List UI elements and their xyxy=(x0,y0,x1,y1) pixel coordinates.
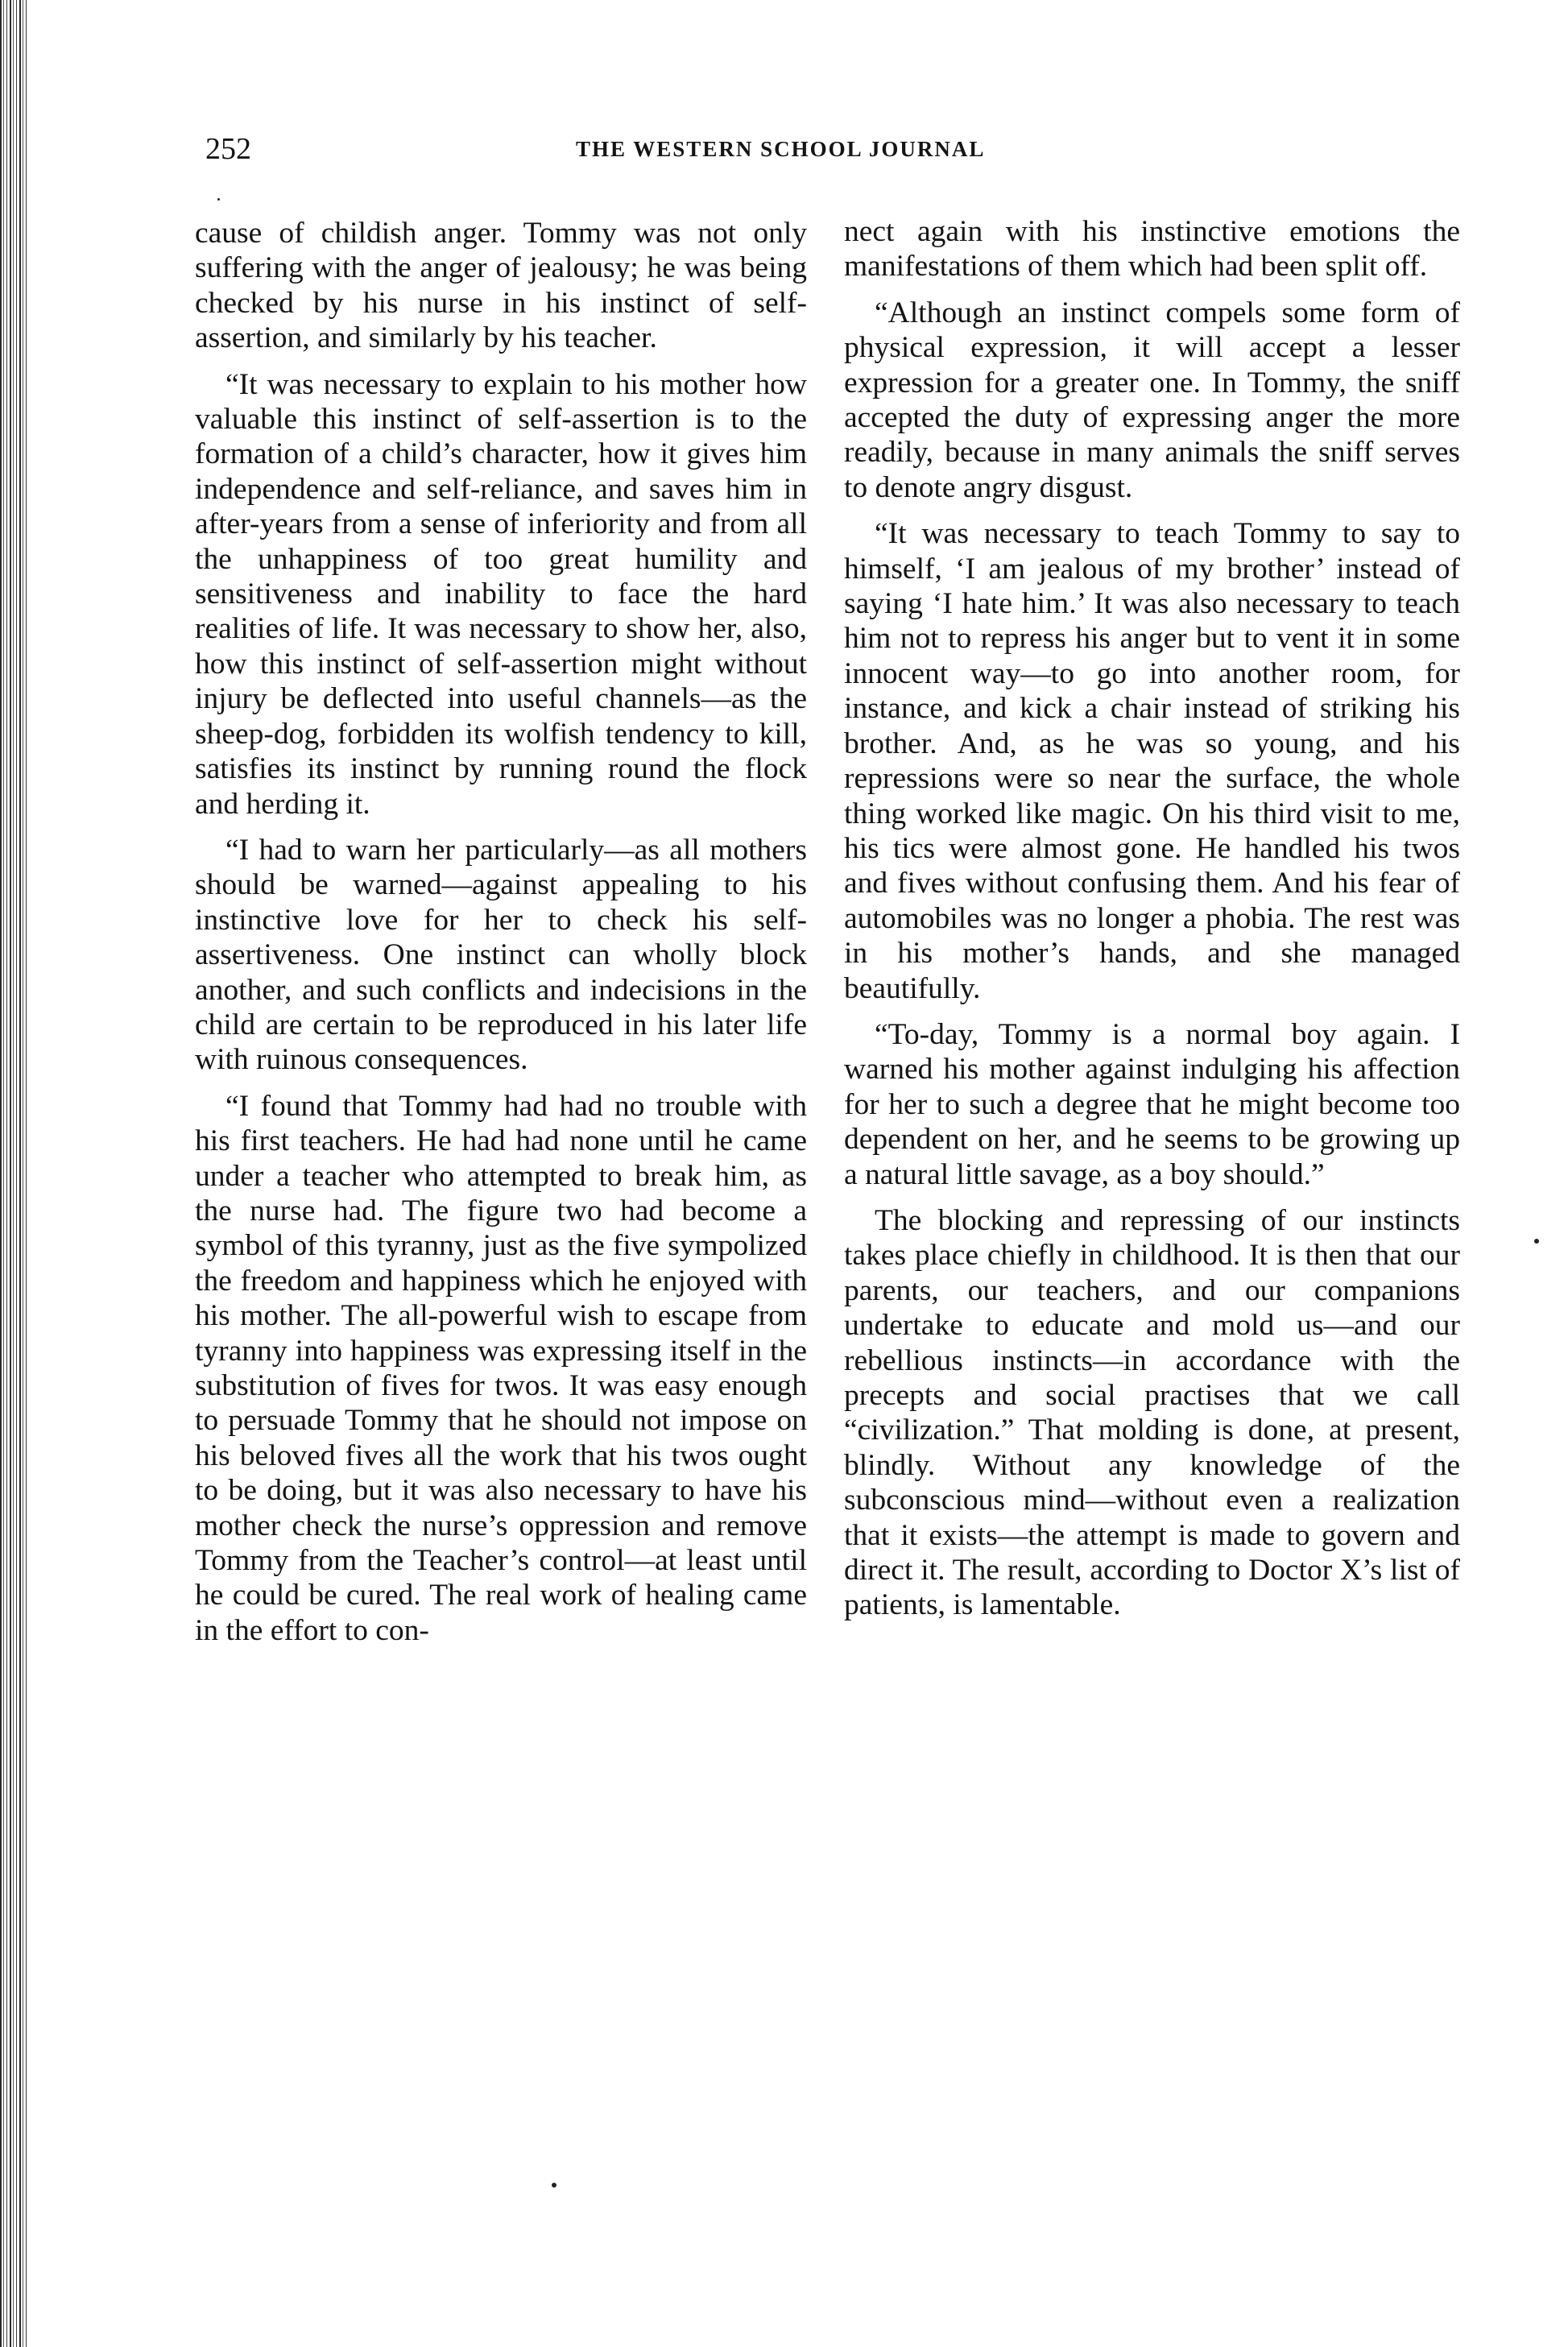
paragraph: “I found that Tommy had had no trouble with his first teachers. He had had none until he came under a teacher who attempted to break him, as the nurse had. The figure two had become a symbol of this tyranny, just as the five sympolized the freedom and happiness which he enjoyed with his mother. The all-powerful wish to escape from tyranny into happiness was expressing itself in the substitution of fives for twos. It was easy enough to persuade Tommy that he should not impose on his beloved fives all the work that his twos ought to be doing, but it was also necessary to have his mother check the nurse’s oppression and remove Tommy from the Teacher’s control—at least until he could be cured. The real work of healing came in the effort to con- xyxy=(195,1089,807,1647)
scan-speck xyxy=(217,198,220,201)
text-column-right xyxy=(844,214,1460,1634)
paragraph: The blocking and repressing of our instincts takes place chiefly in childhood. It is then that our parents, our teachers, and our companions undertake to educate and mold us—and our rebellious instincts—in accordance with the precepts and social practises that we call “civilization.” That molding is done, at present, blindly. Without any knowledge of the subconscious mind—without even a realization that it exists—the attempt is made to govern and direct it. The result, according to Doctor X’s list of patients, is lamentable. xyxy=(844,1203,1460,1622)
scan-speck xyxy=(552,2183,556,2188)
running-title: THE WESTERN SCHOOL JOURNAL xyxy=(576,137,986,161)
paragraph: nect again with his instinctive emotions the manifestations of them which had been split off. xyxy=(844,215,1460,284)
text-column-left xyxy=(195,216,807,1659)
page-number: 252 xyxy=(205,132,251,166)
paragraph: cause of childish anger. Tommy was not only suffering with the anger of jealousy; he was being checked by his nurse in his instinct of self-assertion, and similarly by his teacher. xyxy=(195,217,807,355)
page-binding-edge xyxy=(0,0,27,2347)
page-header xyxy=(205,129,1462,169)
paragraph: “It was necessary to teach Tommy to say to himself, ‘I am jealous of my brother’ instead of saying ‘I hate him.’ It was also necessary to teach him not to repress his anger but to vent it in some innocent way—to go into another room, for instance, and kick a chair instead of striking his brother. And, as he was so young, and his repressions were so near the surface, the whole thing worked like magic. On his third visit to me, his tics were almost gone. He handled his twos and fives without confusing them. And his fear of automobiles was no longer a phobia. The rest was in his mother’s hands, and she managed beautifully. xyxy=(844,517,1460,1005)
paragraph: “To-day, Tommy is a normal boy again. I warned his mother against indulging his affection for her to such a degree that he might become too dependent on her, and he seems to be growing up a natural little savage, as a boy should.” xyxy=(844,1017,1460,1191)
paragraph: “Although an instinct compels some form of physical expression, it will accept a lesser expression for a greater one. In Tommy, the sniff accepted the duty of expressing anger the more readily, because in many animals the sniff serves to denote angry disgust. xyxy=(844,296,1460,504)
scan-speck xyxy=(1534,1239,1539,1244)
paragraph: “It was necessary to explain to his mother how valuable this instinct of self-assertion is to the formation of a child’s character, how it gives him independence and self-reliance, and saves him in after-years from a sense of inferiority and from all the unhappiness of too great humility and sensitiveness and inability to face the hard realities of life. It was necessary to show her, also, how this instinct of self-assertion might without injury be deflected into useful channels—as the sheep-dog, forbidden its wolfish tendency to kill, satisfies its instinct by running round the flock and herding it. xyxy=(195,367,807,821)
paragraph: “I had to warn her particularly—as all mothers should be warned—against appealing to his instinctive love for her to check his self-assertiveness. One instinct can wholly block another, and such conflicts and indecisions in the child are certain to be reproduced in his later life with ruinous consequences. xyxy=(195,833,807,1077)
